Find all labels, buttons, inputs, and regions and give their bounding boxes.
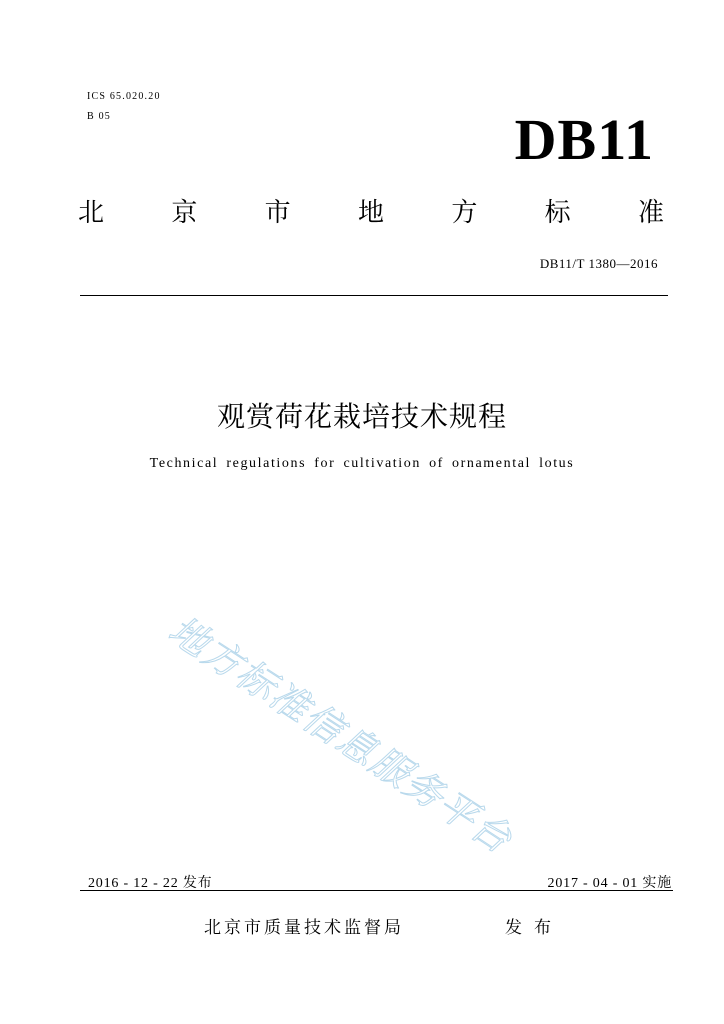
- standard-type-char: 标: [544, 198, 571, 228]
- ics-code: ICS 65.020.20: [87, 91, 161, 102]
- publish-date: 2016 - 12 - 22: [88, 876, 179, 891]
- standard-type-char: 北: [78, 198, 105, 228]
- document-title-english: Technical regulations for cultivation of ornamental lotus: [149, 456, 575, 471]
- standard-type-char: 方: [451, 198, 478, 228]
- implement-date-line: [548, 872, 672, 892]
- issue-word: 发布: [505, 918, 563, 938]
- ccs-code: B 05: [87, 111, 111, 122]
- watermark: 地方标准信息服务平台: [161, 607, 521, 863]
- implement-label: 实施: [642, 875, 672, 891]
- standard-type-char: 市: [264, 198, 291, 228]
- top-divider: [80, 295, 668, 296]
- publish-label: 发布: [182, 875, 213, 891]
- publish-date-line: [88, 872, 212, 892]
- implement-date: 2017 - 04 - 01: [547, 876, 639, 891]
- db11-logo: DB11: [514, 107, 654, 172]
- standard-type-char: 准: [637, 198, 664, 228]
- standard-type-char: 京: [171, 198, 198, 228]
- issuing-authority: 北京市质量技术监督局: [204, 918, 404, 938]
- bottom-divider: [80, 890, 673, 891]
- standard-number: DB11/T 1380—2016: [539, 256, 658, 271]
- standard-type-heading: [78, 196, 664, 230]
- standard-type-char: 地: [357, 198, 384, 228]
- document-title-chinese: 观赏荷花栽培技术规程: [216, 400, 507, 433]
